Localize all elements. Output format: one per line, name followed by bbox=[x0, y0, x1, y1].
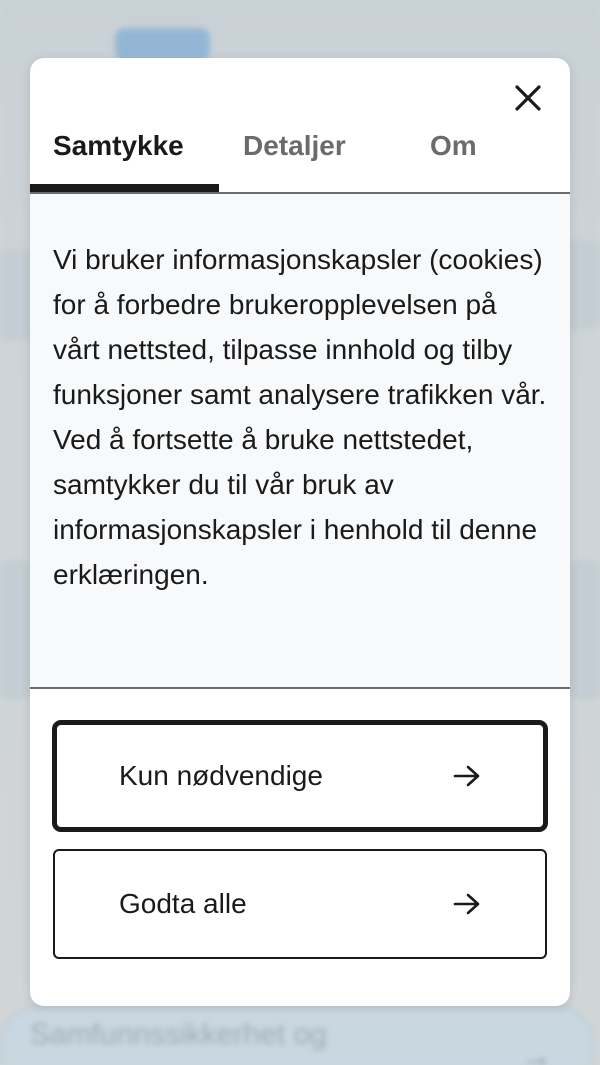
accept-all-label: Godta alle bbox=[119, 888, 247, 919]
tab-detaljer[interactable]: Detaljer bbox=[243, 130, 346, 161]
close-button[interactable] bbox=[508, 78, 548, 118]
consent-description: Vi bruker informasjonskapsler (cookies) for å forbedre brukeropplevelsen på vårt nettsted, tilpasse innhold og tilby funksjoner samt analysere trafikken vår. Ved å fortsette å bruke nettstedet, samtykker du til vår bruk av informasjonskapsler i henhold til denne erklæringen. bbox=[30, 194, 570, 689]
close-icon bbox=[515, 85, 541, 111]
tab-bar bbox=[30, 118, 570, 194]
arrow-right-icon bbox=[453, 892, 481, 916]
background-link-text: Samfunnssikkerhet og bbox=[30, 1018, 327, 1051]
necessary-only-button[interactable] bbox=[53, 721, 547, 831]
active-tab-indicator bbox=[30, 184, 219, 192]
cookie-consent-dialog bbox=[30, 58, 570, 1006]
tab-samtykke[interactable]: Samtykke bbox=[53, 130, 184, 161]
arrow-right-icon bbox=[453, 764, 481, 788]
tab-om[interactable]: Om bbox=[430, 130, 477, 161]
necessary-only-label: Kun nødvendige bbox=[119, 760, 323, 791]
background-arrow-icon: → bbox=[520, 1038, 552, 1065]
accept-all-button[interactable] bbox=[53, 849, 547, 959]
